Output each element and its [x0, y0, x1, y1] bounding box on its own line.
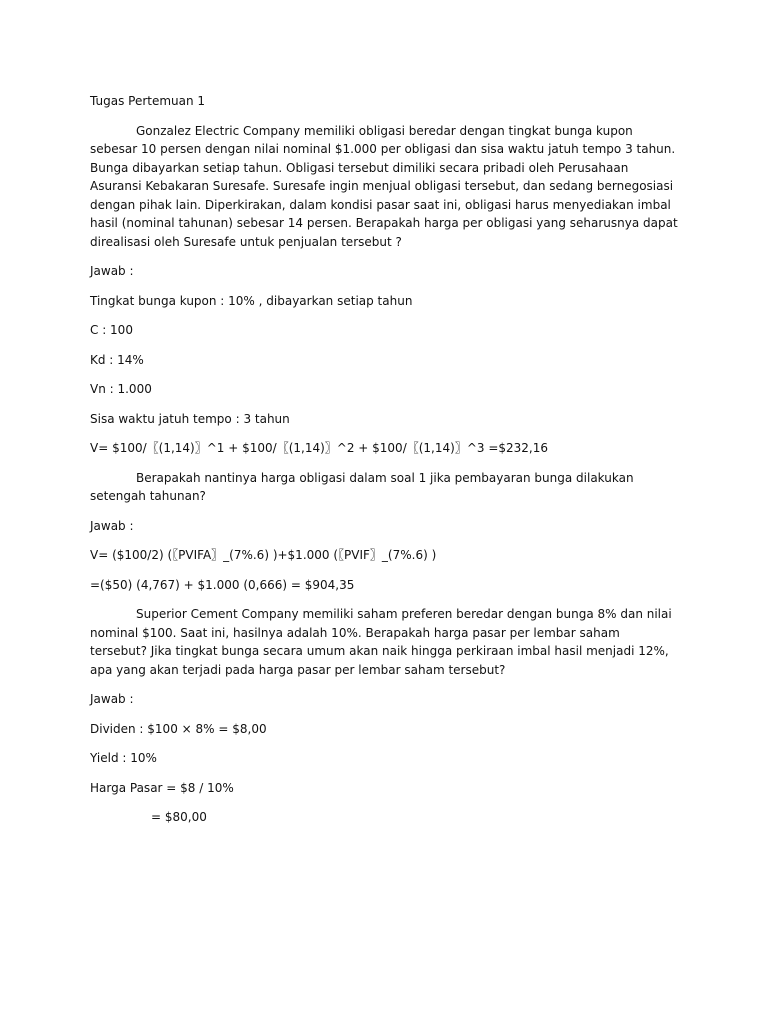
- q2-answer-label: Jawab :: [90, 518, 134, 533]
- q1-required-return: Kd : 14%: [90, 352, 144, 367]
- q1-formula: V= $100/〖(1,14)〗^1 + $100/〖(1,14)〗^2 + $100/〖(1,14)〗^3 =$232,16: [90, 441, 548, 455]
- q2-formula-2: =($50) (4,767) + $1.000 (0,666) = $904,35: [90, 577, 355, 592]
- q3-yield: Yield : 10%: [90, 751, 157, 765]
- document-body: [90, 92, 680, 827]
- q2-formula-1: V= ($100/2) (〖PVIFA〗_(7%.6) )+$1.000 (〖PVIF〗_(7%.6) ): [90, 548, 437, 562]
- document-title: Tugas Pertemuan 1: [90, 94, 206, 108]
- q1-answer-label: Jawab :: [90, 264, 134, 278]
- q3-dividend: Dividen : $100 × 8% = $8,00: [90, 721, 267, 736]
- q1-coupon-value: C : 100: [90, 323, 133, 337]
- q3-result: = $80,00: [151, 810, 207, 824]
- question-2-text: Berapakah nantinya harga obligasi dalam soal 1 jika pembayaran bunga dilakukan setengah tahunan?: [90, 470, 634, 503]
- q3-answer-label: Jawab :: [90, 692, 134, 706]
- q1-maturity: Sisa waktu jatuh tempo : 3 tahun: [90, 411, 290, 426]
- q3-market-price: Harga Pasar = $8 / 10%: [90, 780, 234, 795]
- question-1-text: Gonzalez Electric Company memiliki obligasi beredar dengan tingkat bunga kupon sebesar 10 persen dengan nilai nominal $1.000 per obligasi dan sisa waktu jatuh tempo 3 tahun. Bunga dibayarkan setiap tahun. Obligasi tersebut dimiliki secara pribadi oleh Perusahaan Asuransi Kebakaran Suresafe. Suresafe ingin menjual obligasi tersebut, dan sedang bernegosiasi dengan pihak lain. Diperkirakan, dalam kondisi pasar saat ini, obligasi harus menyediakan imbal hasil (nominal tahunan) sebesar 14 persen. Berapakah harga per obligasi yang seharusnya dapat direalisasi oleh Suresafe untuk penjualan tersebut ?: [90, 123, 678, 249]
- q1-nominal-value: Vn : 1.000: [90, 382, 152, 396]
- question-3-text: Superior Cement Company memiliki saham preferen beredar dengan bunga 8% dan nilai nominal $100. Saat ini, hasilnya adalah 10%. Berapakah harga pasar per lembar saham tersebut? Jika tingkat bunga secara umum akan naik hingga perkiraan imbal hasil menjadi 12%, apa yang akan terjadi pada harga pasar per lembar saham tersebut?: [90, 607, 672, 677]
- q1-coupon-rate: Tingkat bunga kupon : 10% , dibayarkan setiap tahun: [90, 293, 413, 308]
